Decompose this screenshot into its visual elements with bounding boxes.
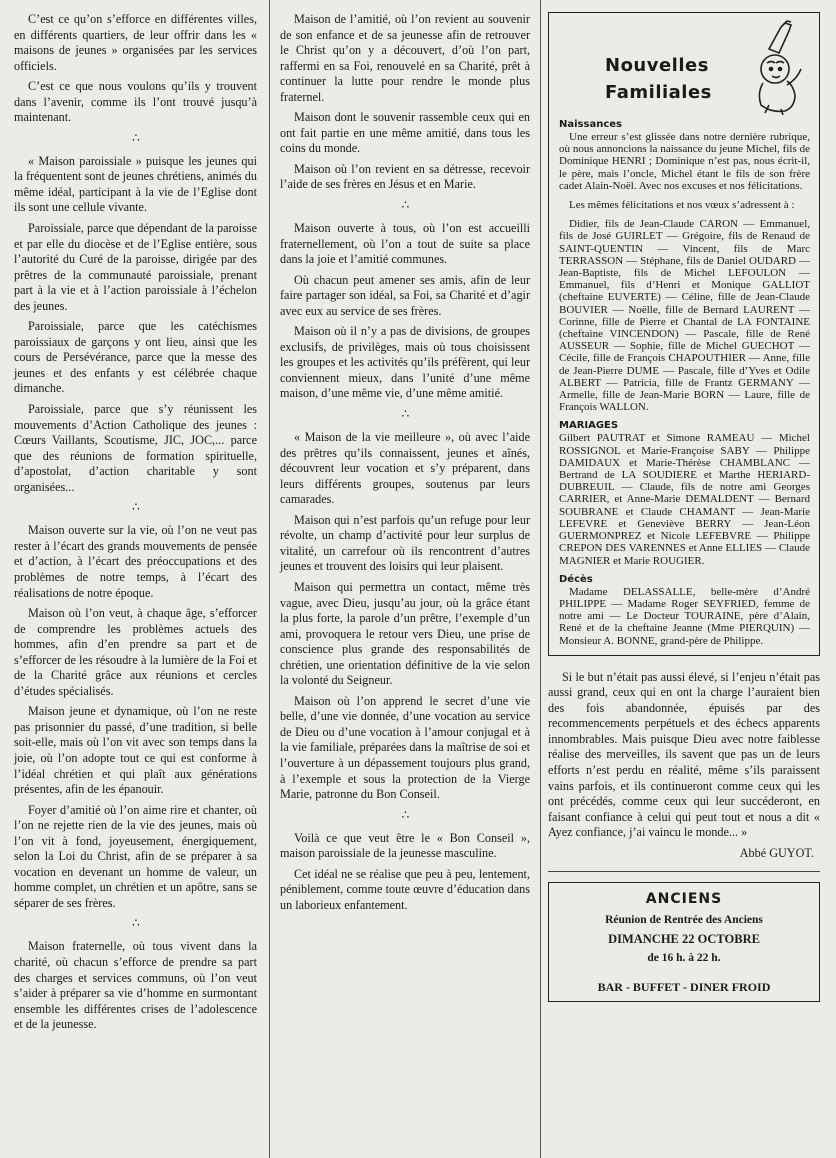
column-divider [269,0,270,1158]
paragraph: Maison où l’on revient en sa détresse, recevoir l’aide de ses frères en Jésus et en Marie. [280,161,530,192]
nouvelles-familiales-box [548,12,820,656]
section-separator: ∴ [401,407,409,422]
paragraph: Maison où il n’y a pas de divisions, de groupes exclusifs, de privilèges, mais où tous choisissent les groupes et les activités qu’ils préfèrent, qui leur conviennent mieux, dans l’unité d’une même maison, d’une même vie, d’une même amitié. [280,324,530,401]
paragraph: Maison où l’on apprend le secret d’une vie belle, d’une vie donnée, d’une vocation au service de Dieu ou d’une vocation à l’amour conjugal et à la vie familiale, préparées dans la maîtrise de soi et l’ouverture à un dépassement toujours plus grand, à l’exemple et sous la protection de la Vierge Marie, patronne du Bon Conseil. [280,693,530,802]
column-divider [540,0,541,1158]
anciens-event: Réunion de Rentrée des Anciens [605,913,763,926]
section-separator: ∴ [132,500,139,515]
paragraph: Où chacun peut amener ses amis, afin de leur faire partager son idéal, sa Foi, sa Charité et d’agir avec eux au service de ses frères. [280,272,530,318]
paragraph: Maison qui permettra un contact, même très vague, avec Dieu, jusqu’au jour, où la grâce étant la plus forte, la parole d’un prêtre, l’exemple d’un ami, provoquera le retour vers Dieu, une prise de conscience plus grande des responsabilités de chrétien, une orientation définitive de la vie selon la volonté du Seigneur. [280,579,530,688]
paragraph: Maison ouverte sur la vie, où l’on ne veut pas rester à l’écart des grands mouvements de pensée et d’action, à l’écart des préoccupations et des problèmes de notre temps, à l’écart des réalisations de notre époque. [14,523,257,600]
right-column [548,12,820,1002]
naissances-correction: Une erreur s’est glissée dans notre dernière rubrique, où nous annoncions la naissance du jeune Michel, fils de Dominique HENRI ; Dominique n’est pas, nous écrit-il, le père, mais l’oncle, Michel étant le fils de son frère cadet Alain-Noël. Avec nos excuses et nos félicitations. [559,131,810,192]
paragraph: Maison où l’on veut, à chaque âge, s’efforcer de comprendre les problèmes actuels des hommes, afin d’en prendre sa part et de s’efforcer de les résoudre à la lumière de la Foi et de la Charité grâce aux réunions et cercles d’études spécialisés. [14,606,257,698]
mariages-list: Gilbert PAUTRAT et Simone RAMEAU — Michel ROSSIGNOL et Marie-Françoise SABY — Philippe DAMIDAUX et Marie-Thérèse CHAMBLANC — Bertrand de LA SOUDIERE et Marthe HERIARD-DUBREUIL — Claude, fils de notre ami Georges CARRIER, et Anne-Marie DEMALDENT — Bernard SOUBRANE et Claude CHAMANT — Jean-Marie LEFEVRE et Geneviève BERRY — Jean-Léon GUERMONPREZ et Nicole LEFEBVRE — Philippe CREPON DES VARENNES et Anne ELLIES — Claude MAGNIER et Marie ROUGIER. [559,432,810,567]
paragraph: Maison fraternelle, où tous vivent dans la charité, où chacun s’efforce de prendre sa part des charges et services communs, où l’on veut s’aider à préparer sa vie d’homme en surmontant ensemble les différentes crises de l’adolescence et de la jeunesse. [14,939,257,1032]
section-separator: ∴ [401,807,409,822]
paragraph: Maison jeune et dynamique, où l’on ne reste pas prisonnier du passé, d’une tradition, si belle soit-elle, mais où l’on vit avec son temps dans la joie, où l’on adopte tout ce qui est conforme à l’idéal chrétien et qui plaît aux générations présentes, afin de les épanouir. [14,704,257,797]
paragraph: Foyer d’amitié où l’on aime rire et chanter, où l’on ne rejette rien de la vie des jeunes, mais où l’on vit à fond, joyeusement, énergiquement, selon la Loi du Christ, afin de se préparer à sa vocation en devenant un homme de valeur, un homme complet, un chrétien et un apôtre, sans se séparer de ses frères. [14,802,257,910]
paragraph: Voilà ce que veut être le « Bon Conseil », maison paroissiale de la jeunesse masculine. [280,830,530,861]
paragraph: Maison qui n’est parfois qu’un refuge pour leur révolte, un champ d’activité pour leur surplus de vitalité, un carrefour où ils rencontrent d’autres jeunes et trouvent des loisirs qui leur plaisent. [280,512,530,574]
paragraph: Paroissiale, parce que les catéchismes paroissiaux de garçons y ont lieu, ainsi que les cours de Persévérance, parce que la messe des jeunes et des enfants y est célébrée chaque dimanche. [14,319,257,396]
section-separator: ∴ [132,130,139,145]
mascot-illustration-icon [747,19,813,117]
anciens-services: BAR - BUFFET - DINER FROID [597,979,771,994]
paragraph: Paroissiale, parce que s’y réunissent les mouvements d’Action Catholique des jeunes : Cœurs Vaillants, Scoutisme, JIC, JOC,... parce que des réunions de formation spirituelle, d’apostolat, d’action charitable y sont organisées... [14,402,257,494]
anciens-date: DIMANCHE 22 OCTOBRE [608,931,760,946]
deces-list: Madame DELASSALLE, belle-mère d’André PHILIPPE — Madame Roger SEYFRIED, femme de notre ami — Le Docteur TOURAINE, père d’Alain, René et de la cheftaine Jeanne (Mme PIERQUIN) — Monsieur A. BONNE, grand-père de Philippe. [559,585,810,647]
naissances-list: Didier, fils de Jean-Claude CARON — Emmanuel, fils de José GUIRLET — Grégoire, fils de Renaud de SAINT-QUENTIN — Vincent, fils de Marc TERRASSON — Stéphane, fils de Daniel OUDARD — Jean-Baptiste, fils de Michel LEFOULON — Emmanuel, fils d’Henri et Monique GALLIOT (cheftaine EUVERTE) — Céline, fille de Jean-Claude BOUVIER — Noëlle, fille de Bernard LAURENT — Corinne, fille de Pierre et Chantal de LA FONTAINE (cheftaine VINCENDON) — Pascale, fille de René AUSSEUR — Sophie, fille de Michel GUECHOT — Cécile, fille de François CHAPOUTHIER — Anne, fille de Jean-Pierre DUME — Pascale, fille d’Yves et Odile ALBERT — Patricia, fille de Frantz GERMANY — Armelle, fille de Jean-Marie BORN — Laure, fille de François WALLON. [559,218,810,414]
mariages-heading: MARIAGES [559,420,619,432]
section-separator: ∴ [401,198,409,213]
divider [548,871,820,872]
left-column [14,12,257,1038]
paragraph: Paroissiale, parce que dépendant de la paroisse et par elle du diocèse et de l’Eglise entière, sous l’autorité du Curé de la paroisse, dirigée par des prêtres de la communauté paroissiale, prenant part à la vie et à l’action paroissiale à l’échelon des jeunes. [14,221,257,313]
paragraph: Maison ouverte à tous, où l’on est accueilli fraternellement, où l’on a tout de suite sa place dans la joie et l’amitié communes. [280,221,530,267]
middle-column [280,12,530,918]
paragraph: C’est ce que nous voulons qu’ils y trouvent dans l’avenir, comme ils l’ont trouvé jusqu’à maintenant. [14,79,257,125]
paragraph: Maison dont le souvenir rassemble ceux qui en ont fait partie en une même amitié, dans tous les coins du monde. [280,110,530,156]
nouvelles-title: Nouvelles [605,55,709,76]
anciens-hours: de 16 h. à 22 h. [647,951,721,964]
paragraph: « Maison de la vie meilleure », où avec l’aide des prêtres qu’ils connaissent, jeunes et aînés, découvrent leur vocation et s’y préparent, dans leurs différents groupes, soutenus par leurs camarades. [280,430,530,507]
deces-heading: Décès [559,573,593,585]
paragraph: Maison de l’amitié, où l’on revient au souvenir de son enfance et de sa jeunesse afin de retrouver le Christ qu’on y a découvert, d’où l’on part, raffermi en sa Foi, renouvelé en sa Charité, prêt à continuer la lutte pour rendre le monde plus fraternel. [280,12,530,104]
signature: Abbé GUYOT. [739,845,814,860]
paragraph: Cet idéal ne se réalise que peu à peu, lentement, péniblement, comme toute œuvre d’éducation dans un laborieux enfantement. [280,866,530,912]
paragraph: « Maison paroissiale » puisque les jeunes qui la fréquentent sont de jeunes chrétiens, animés du même idéal, participant à la vie de l’Eglise dont ils sont une cellule vivante. [14,153,257,215]
naissances-heading: Naissances [559,119,622,130]
anciens-box [548,882,820,1002]
closing-paragraph: Si le but n’était pas aussi élevé, si l’enjeu n’était pas aussi grand, ceux qui en ont la charge l’auraient bien des fois abandonnée, épuisés par des recommencements perpétuels et des échecs apparents innombrables. Mais puisque Dieu avec notre faiblesse réalise des merveilles, ils savent que pas un de leurs efforts n’est perdu en réalité, même s’ils paraissent vains parfois, et ils continueront comme ceux qui les ont précédés, comme ceux qui leur succéderont, en faisant confiance à celui qui peut tout et nous a dit « Ayez confiance, j’ai vaincu le monde... » [548,669,820,840]
section-separator: ∴ [132,916,139,931]
familiales-title: Familiales [605,82,712,103]
naissances-intro: Les mêmes félicitations et nos vœux s’adressent à : [569,199,795,212]
anciens-title: ANCIENS [645,890,723,907]
paragraph: C’est ce qu’on s’efforce en différentes villes, en différents quartiers, de leur offrir dans les « maisons de jeunes » organisées par les services officiels. [14,12,257,73]
